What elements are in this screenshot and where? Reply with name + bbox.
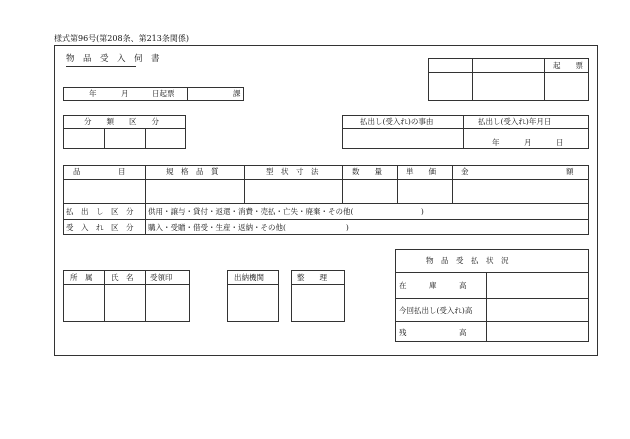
item-table-col-divider bbox=[342, 165, 343, 203]
approval-row-divider bbox=[428, 72, 589, 73]
shimei-label: 氏 名 bbox=[111, 273, 134, 282]
item-table-col-divider bbox=[244, 165, 245, 203]
seiri-label: 整 理 bbox=[297, 273, 327, 282]
date-row-divider bbox=[187, 87, 188, 101]
suitou-header-divider bbox=[227, 284, 279, 285]
form-reference: 様式第96号(第208条、第213条関係) bbox=[54, 34, 189, 43]
suitou-kikan-label: 出納機関 bbox=[234, 273, 264, 282]
harai-date-header: 払出し(受入れ)年月日 bbox=[478, 117, 552, 126]
date-day-kihyo-label: 日起票 bbox=[152, 89, 175, 98]
signature-col-divider bbox=[145, 270, 146, 322]
col-tanka: 単 価 bbox=[406, 167, 436, 176]
harai-header-divider bbox=[342, 128, 589, 129]
item-table-row-divider bbox=[63, 203, 589, 204]
harai-col-divider bbox=[463, 115, 464, 149]
harai-jiyu-header: 払出し(受入れ)の事由 bbox=[360, 117, 434, 126]
harai-date-month: 月 bbox=[524, 138, 532, 147]
col-hinmoku: 品 目 bbox=[73, 167, 126, 176]
kubun-label-divider bbox=[145, 203, 146, 235]
seiri-header-divider bbox=[291, 284, 345, 285]
ukeire-kubun-options: 購入・受贈・借受・生産・返納・その他( ) bbox=[148, 223, 349, 232]
status-zandaka: 残 高 bbox=[399, 328, 467, 337]
item-table-header-divider bbox=[63, 179, 589, 180]
status-row-divider bbox=[395, 298, 589, 299]
status-row-divider bbox=[395, 321, 589, 322]
col-suryo: 数 量 bbox=[352, 167, 382, 176]
status-konkai: 今回払出し(受入れ)高 bbox=[399, 306, 473, 315]
bunrui-header: 分 類 区 分 bbox=[84, 117, 159, 126]
date-month-label: 月 bbox=[121, 89, 129, 98]
status-zaikodaka: 在 庫 高 bbox=[399, 281, 467, 290]
bunrui-col-divider bbox=[145, 128, 146, 149]
item-table-row-divider bbox=[63, 219, 589, 220]
signature-col-divider bbox=[104, 270, 105, 322]
harai-kubun-options: 供用・譲与・貸付・返還・消費・売払・亡失・廃棄・その他( ) bbox=[148, 207, 424, 216]
col-keijou: 型 状 寸 法 bbox=[266, 167, 319, 176]
approval-kisho-label: 起 票 bbox=[553, 61, 583, 70]
title-underline bbox=[66, 66, 136, 67]
harai-date-year: 年 bbox=[492, 138, 500, 147]
item-table-col-divider bbox=[452, 165, 453, 203]
form-title: 物 品 受 入 伺 書 bbox=[66, 54, 160, 64]
col-kikaku: 規 格 品 質 bbox=[166, 167, 219, 176]
jyuryoin-label: 受領印 bbox=[150, 273, 173, 282]
harai-date-day: 日 bbox=[556, 138, 564, 147]
col-kin: 金 bbox=[461, 167, 469, 176]
ka-label: 課 bbox=[233, 89, 241, 98]
item-table-col-divider bbox=[145, 165, 146, 203]
status-row-divider bbox=[395, 272, 589, 273]
item-table-col-divider bbox=[397, 165, 398, 203]
signature-header-divider bbox=[63, 284, 190, 285]
approval-col-divider bbox=[544, 58, 545, 101]
approval-col-divider bbox=[472, 58, 473, 101]
harai-kubun-label: 払 出 し 区 分 bbox=[66, 207, 134, 216]
date-year-label: 年 bbox=[89, 89, 97, 98]
shozoku-label: 所 属 bbox=[70, 273, 93, 282]
bunrui-header-divider bbox=[63, 128, 186, 129]
status-col-divider bbox=[486, 272, 487, 342]
col-gaku: 額 bbox=[566, 167, 574, 176]
ukeire-kubun-label: 受 入 れ 区 分 bbox=[66, 223, 134, 232]
status-title: 物 品 受 払 状 況 bbox=[426, 256, 509, 265]
bunrui-col-divider bbox=[104, 128, 105, 149]
